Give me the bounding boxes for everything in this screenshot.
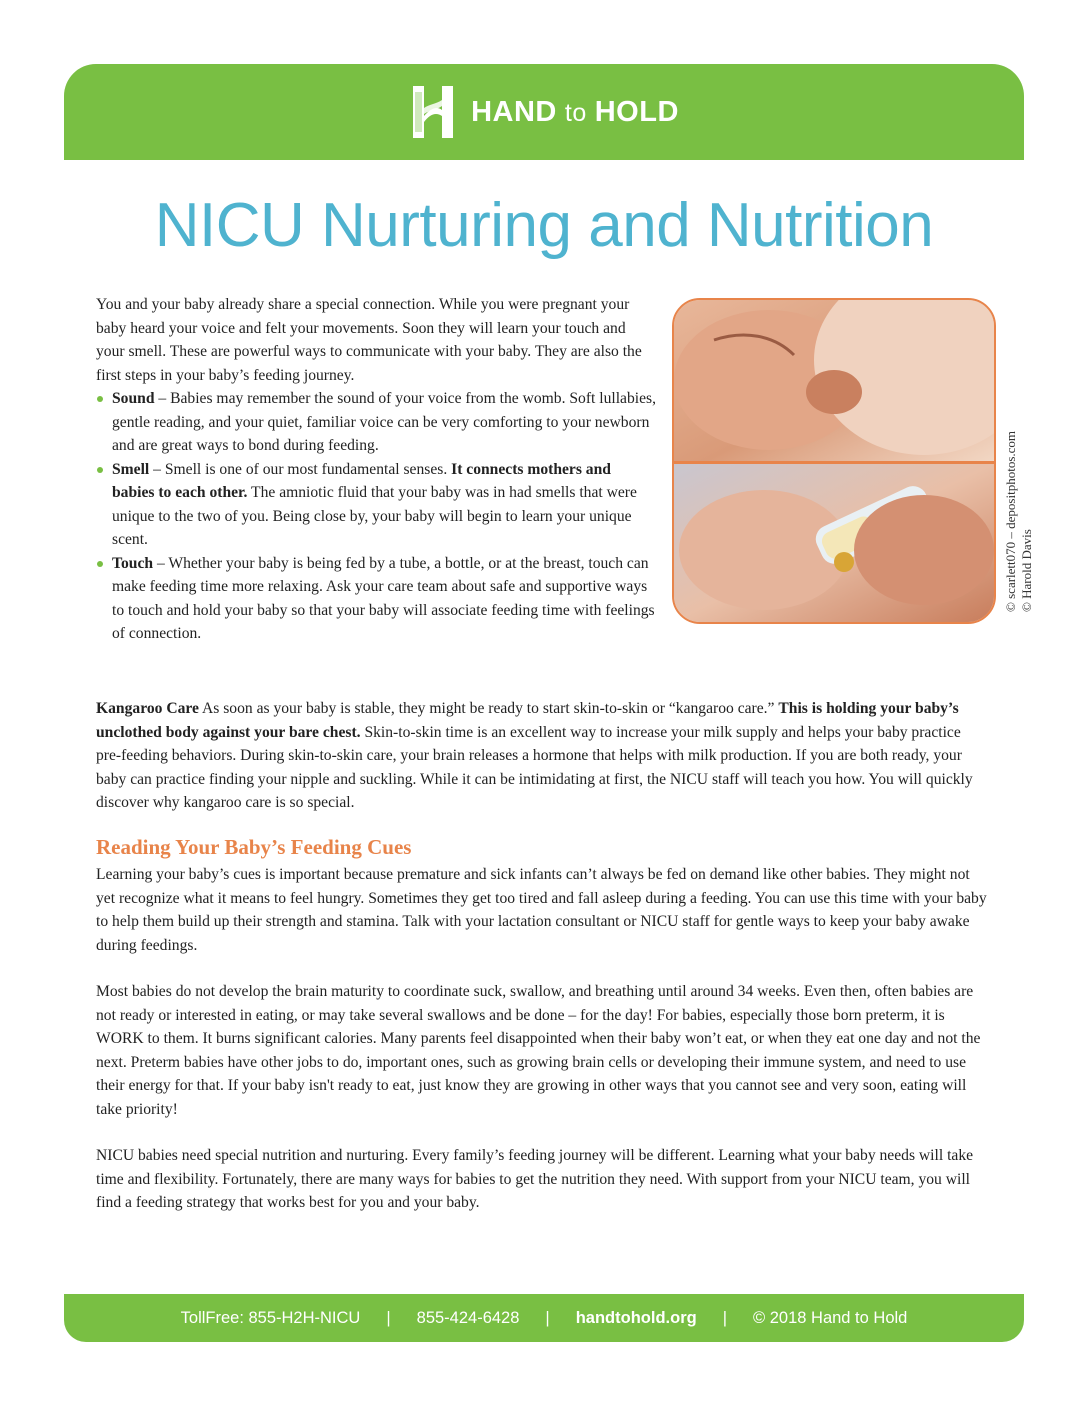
list-item-smell: [96, 458, 656, 552]
header-banner: [64, 64, 1024, 160]
photo-credit-2: © Harold Davis: [1019, 529, 1034, 612]
breastfeeding-photo: [674, 300, 994, 461]
bottle-feeding-photo: [674, 464, 994, 622]
kangaroo-text-after: Skin-to-skin time is an excellent way to increase your milk supply and helps your baby practice pre-feeding behaviors. During skin-to-skin care, your brain releases a hormone that helps with milk production. If you are both ready, your baby can practice finding your nipple and suckling. While it can be intimidating at first, the NICU staff will teach you how. You will quickly discover why kangaroo care is so special.: [96, 723, 973, 811]
kangaroo-care-paragraph: [96, 697, 976, 815]
touch-term: Touch: [112, 554, 154, 572]
feeding-cues-paragraph-2: Most babies do not develop the brain maturity to coordinate suck, swallow, and breathing until around 34 weeks. Even then, often babies are not ready or interested in eating, or may take several swallows and be done – for the day! For babies, especially those born preterm, it is WORK to them. It burns significant calories. Many parents feel disappointed when their baby won’t eat, or when they eat one day and not the next. Preterm babies have other jobs to do, important ones, such as growing brain cells or developing their immune system, and need to use their energy for that. If your baby isn't ready to eat, just know they are growing in other ways that you cannot see and very soon, eating will take priority!: [96, 983, 981, 1118]
footer-website-link[interactable]: handtohold.org: [575, 1308, 697, 1327]
photo-credits: [1003, 362, 1039, 612]
footer-separator: |: [386, 1308, 391, 1327]
footer-phone: 855-424-6428: [416, 1308, 520, 1327]
list-item-touch: [96, 552, 656, 646]
feeding-cues-paragraph-1: Learning your baby’s cues is important because premature and sick infants can’t always be fed on demand like other babies. They might not yet recognize what it means to feel hungry. Sometimes they get too tired and fall asleep during a feeding. You can use this time with your baby to help them build up their strength and stamina. Talk with your lactation consultant or NICU staff for gentle ways to keep your baby awake during feedings.: [96, 866, 987, 954]
feeding-photos: [674, 300, 994, 622]
sound-term: Sound: [112, 390, 155, 407]
kangaroo-bold-text: This is holding your baby’s unclothed body against your bare chest.: [96, 700, 959, 741]
page-title: NICU Nurturing and Nutrition: [154, 191, 934, 260]
smell-text-before: – Smell is one of our most fundamental senses.: [149, 460, 452, 478]
logo-hand: HAND: [471, 95, 557, 128]
logo-to: to: [564, 98, 587, 127]
smell-text-after: The amniotic fluid that your baby was in had smells that were unique to the two of you. Being close by, your baby will begin to learn your unique scent.: [112, 484, 637, 548]
footer-tollfree: TollFree: 855-H2H-NICU: [180, 1308, 361, 1327]
list-item-sound: [96, 387, 656, 458]
footer-banner: [64, 1294, 1024, 1342]
footer-separator: |: [545, 1308, 550, 1327]
kangaroo-text-before: As soon as your baby is stable, they might be ready to start skin-to-skin or “kangaroo care.”: [198, 700, 779, 717]
section-heading: Reading Your Baby’s Feeding Cues: [96, 835, 412, 859]
smell-bold-text: It connects mothers and babies to each other.: [112, 460, 611, 501]
sound-text: – Babies may remember the sound of your voice from the womb. Soft lullabies, gentle reading, and your quiet, familiar voice can be very comforting to your newborn and are great ways to bond during feeding.: [112, 390, 656, 454]
touch-text: – Whether your baby is being fed by a tube, a bottle, or at the breast, touch can make feeding time more relaxing. Ask your care team about safe and supportive ways to touch and hold your baby so that your baby will associate feeding time with feelings of connection.: [112, 554, 655, 642]
feeding-photo-frame: [672, 298, 996, 624]
kangaroo-term: Kangaroo Care: [96, 700, 199, 717]
intro-paragraph: You and your baby already share a special connection. While you were pregnant your baby heard your voice and felt your movements. Soon they will learn your touch and your smell. These are powerful ways to communicate with your baby. They are also the first steps in your baby’s feeding journey.: [96, 296, 642, 384]
logo-hold: HOLD: [594, 95, 679, 128]
footer-copyright: © 2018 Hand to Hold: [753, 1308, 908, 1327]
footer-separator: |: [722, 1308, 727, 1327]
photo-credit-1: © scarlett070 – depositphotos.com: [1003, 430, 1018, 612]
feeding-cues-paragraph-3: NICU babies need special nutrition and nurturing. Every family’s feeding journey will be different. Learning what your baby needs will take time and flexibility. Fortunately, there are many ways for babies to get the nutrition they need. With support from your NICU team, you will find a feeding strategy that works best for you and your baby.: [96, 1147, 974, 1211]
hand-to-hold-logo-icon: [409, 82, 457, 142]
logo-wordmark: [471, 96, 679, 129]
intro-section: [96, 293, 656, 646]
smell-term: Smell: [112, 460, 150, 478]
sense-list: [96, 387, 656, 646]
